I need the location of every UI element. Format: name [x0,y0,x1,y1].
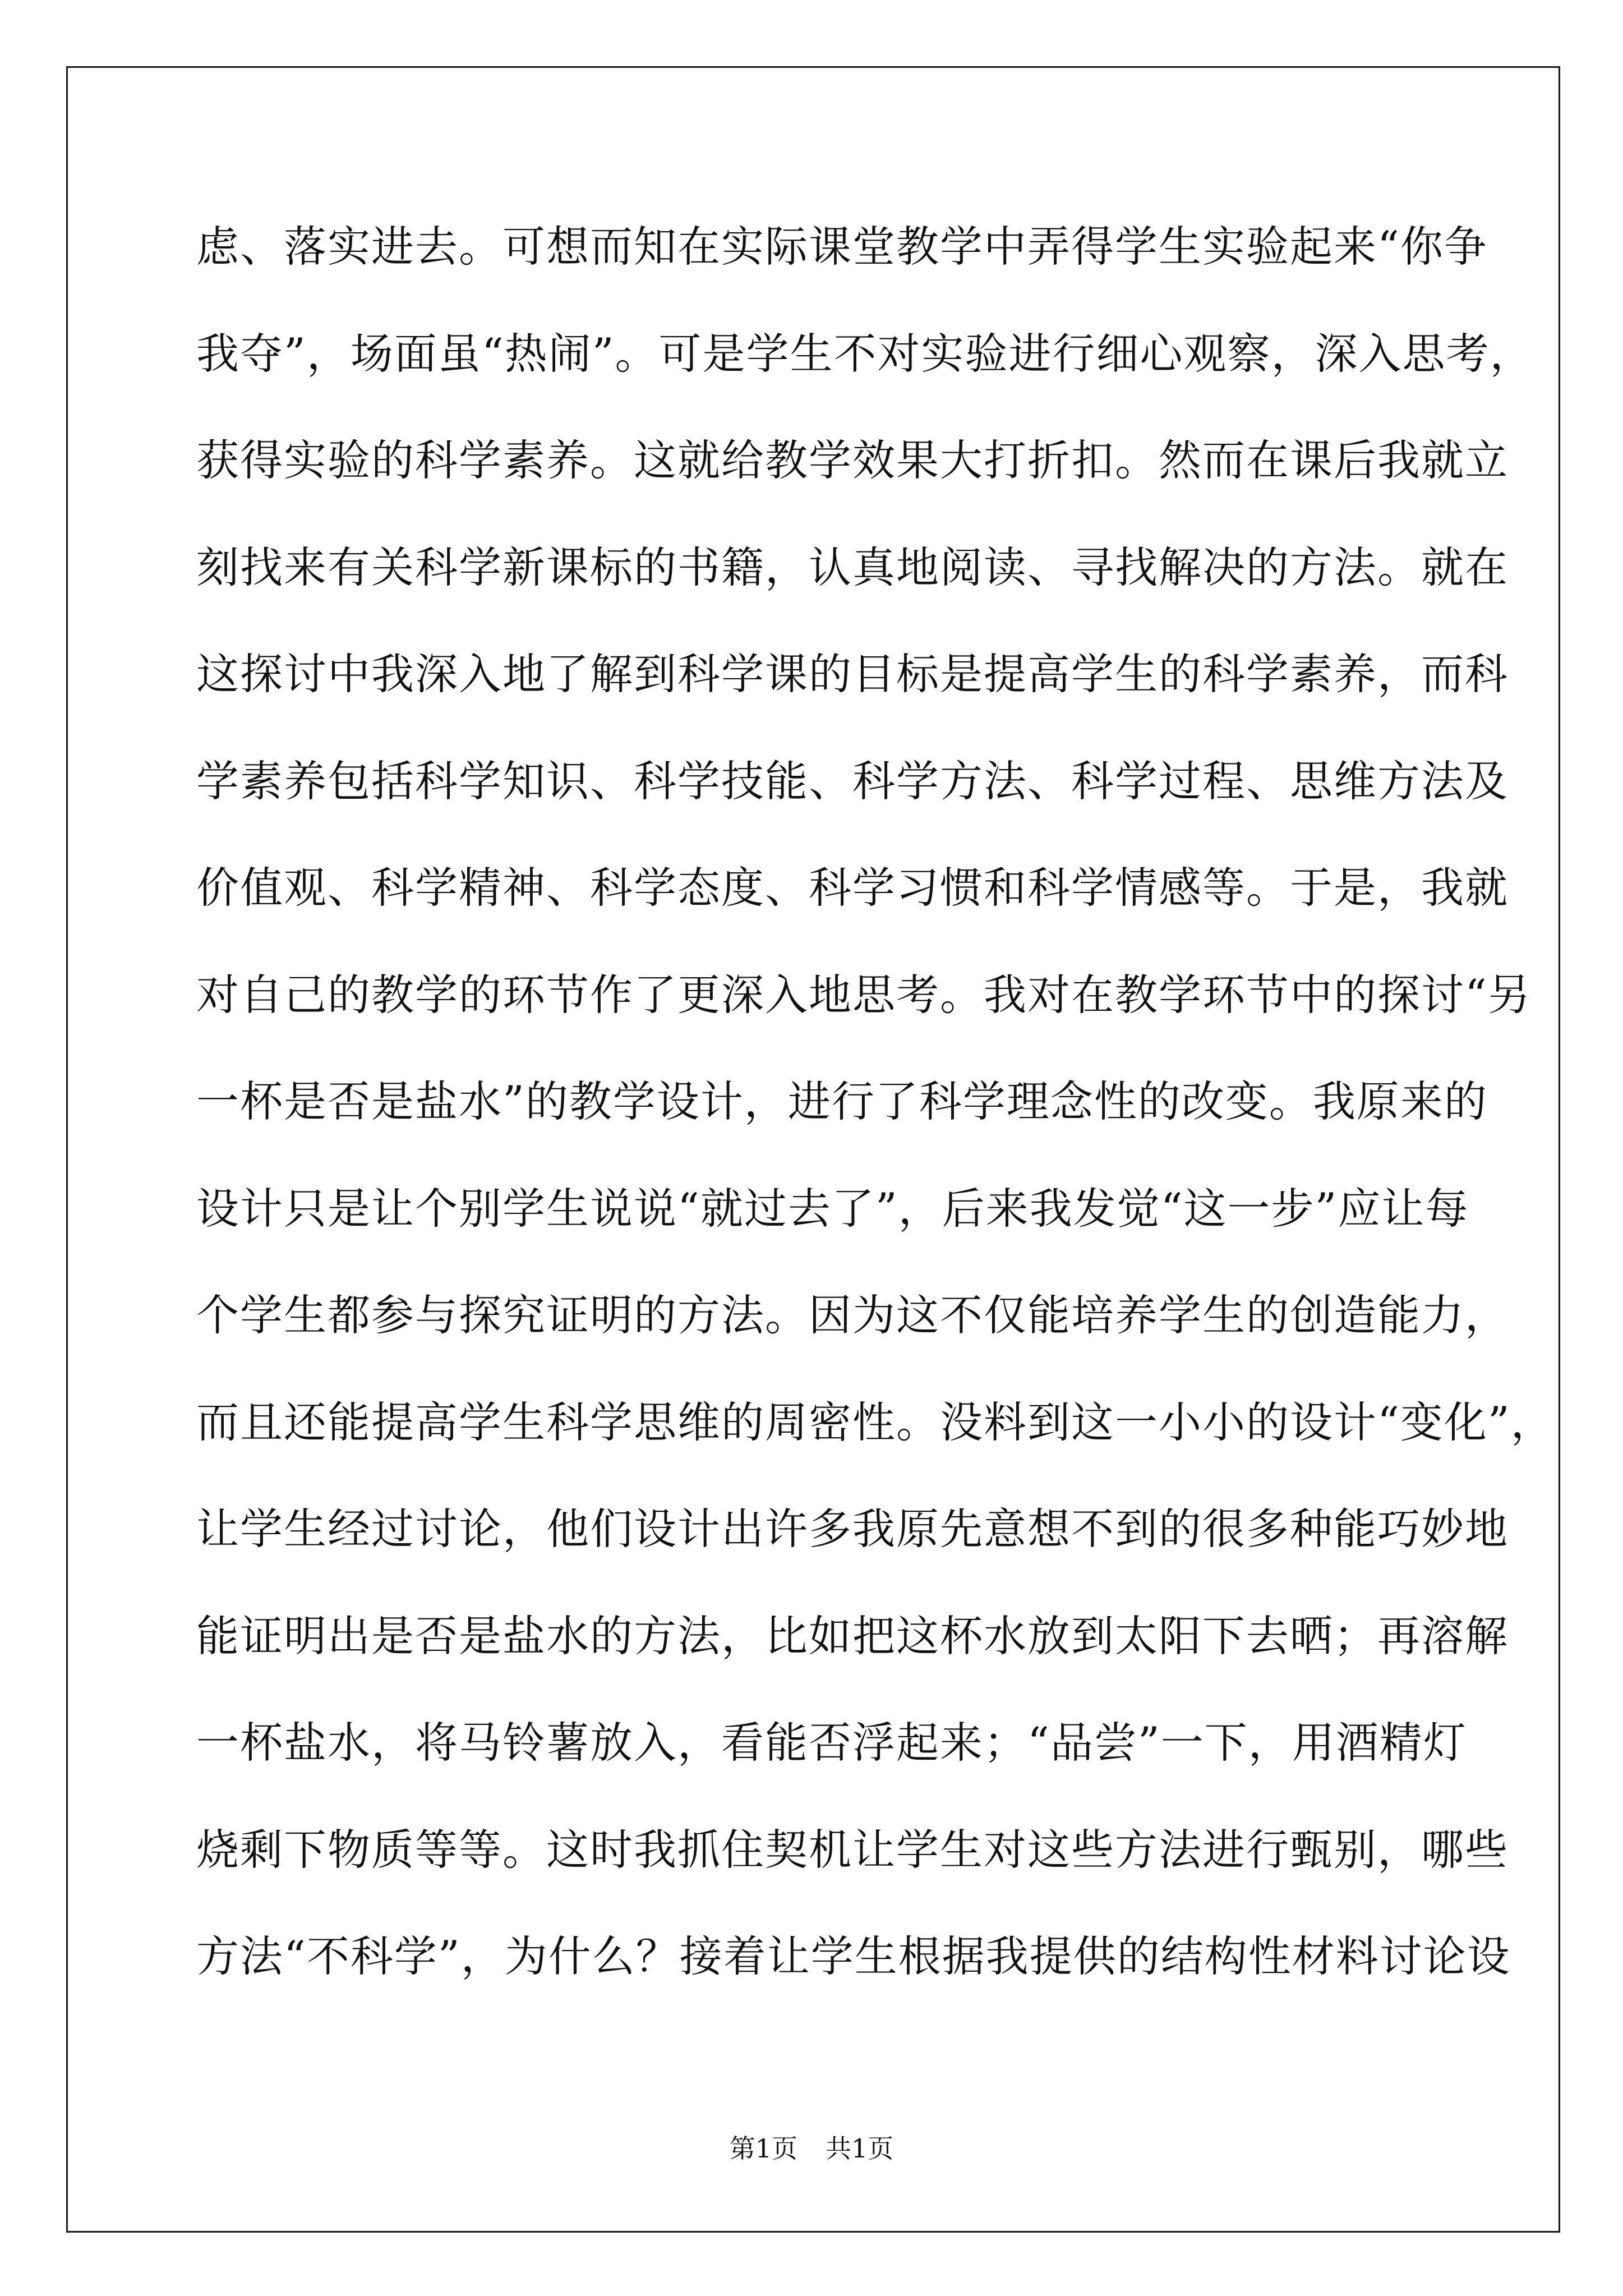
page-total: 共1页 [826,2133,894,2164]
text-line: 一杯是否是盐水”的教学设计，进行了科学理念性的改变。我原来的 [196,1076,1488,1126]
body-text [196,213,1555,2030]
text-line: 这探讨中我深入地了解到科学课的目标是提高学生的科学素养，而科 [196,649,1509,699]
text-line: 设计只是让个别学生说说“就过去了”，后来我发觉“这一步”应让每 [196,1183,1469,1234]
text-line: 烧剩下物质等等。这时我抓住契机让学生对这些方法进行甄别，哪些 [196,1824,1509,1875]
text-line: 价值观、科学精神、科学态度、科学习惯和科学情感等。于是，我就 [196,863,1509,913]
text-line: 刻找来有关科学新课标的书籍，认真地阅读、寻找解决的方法。就在 [196,542,1509,592]
text-line: 能证明出是否是盐水的方法，比如把这杯水放到太阳下去晒；再溶解 [196,1611,1509,1661]
text-line: 一杯盐水，将马铃薯放入，看能否浮起来；“品尝”一下，用酒精灯 [196,1718,1467,1768]
page-number: 第1页 [729,2133,797,2164]
page-footer [0,2132,1623,2165]
text-line: 获得实验的科学素养。这就给教学效果大打折扣。然而在课后我就立 [196,435,1509,485]
text-line: 我夺”，场面虽“热闹”。可是学生不对实验进行细心观察，深入思考， [196,328,1534,379]
text-line: 对自己的教学的环节作了更深入地思考。我对在教学环节中的探讨“另 [196,969,1532,1020]
text-line: 而且还能提高学生科学思维的周密性。没料到这一小小的设计“变化”， [196,1397,1555,1447]
text-line: 个学生都参与探究证明的方法。因为这不仅能培养学生的创造能力， [196,1290,1509,1340]
text-line: 方法“不科学”，为什么？接着让学生根据我提供的结构性材料讨论设 [196,1931,1511,1981]
text-line: 让学生经过讨论，他们设计出许多我原先意想不到的很多种能巧妙地 [196,1504,1509,1554]
text-line: 学素养包括科学知识、科学技能、科学方法、科学过程、思维方法及 [196,756,1509,806]
text-line: 虑、落实进去。可想而知在实际课堂教学中弄得学生实验起来“你争 [196,222,1488,272]
